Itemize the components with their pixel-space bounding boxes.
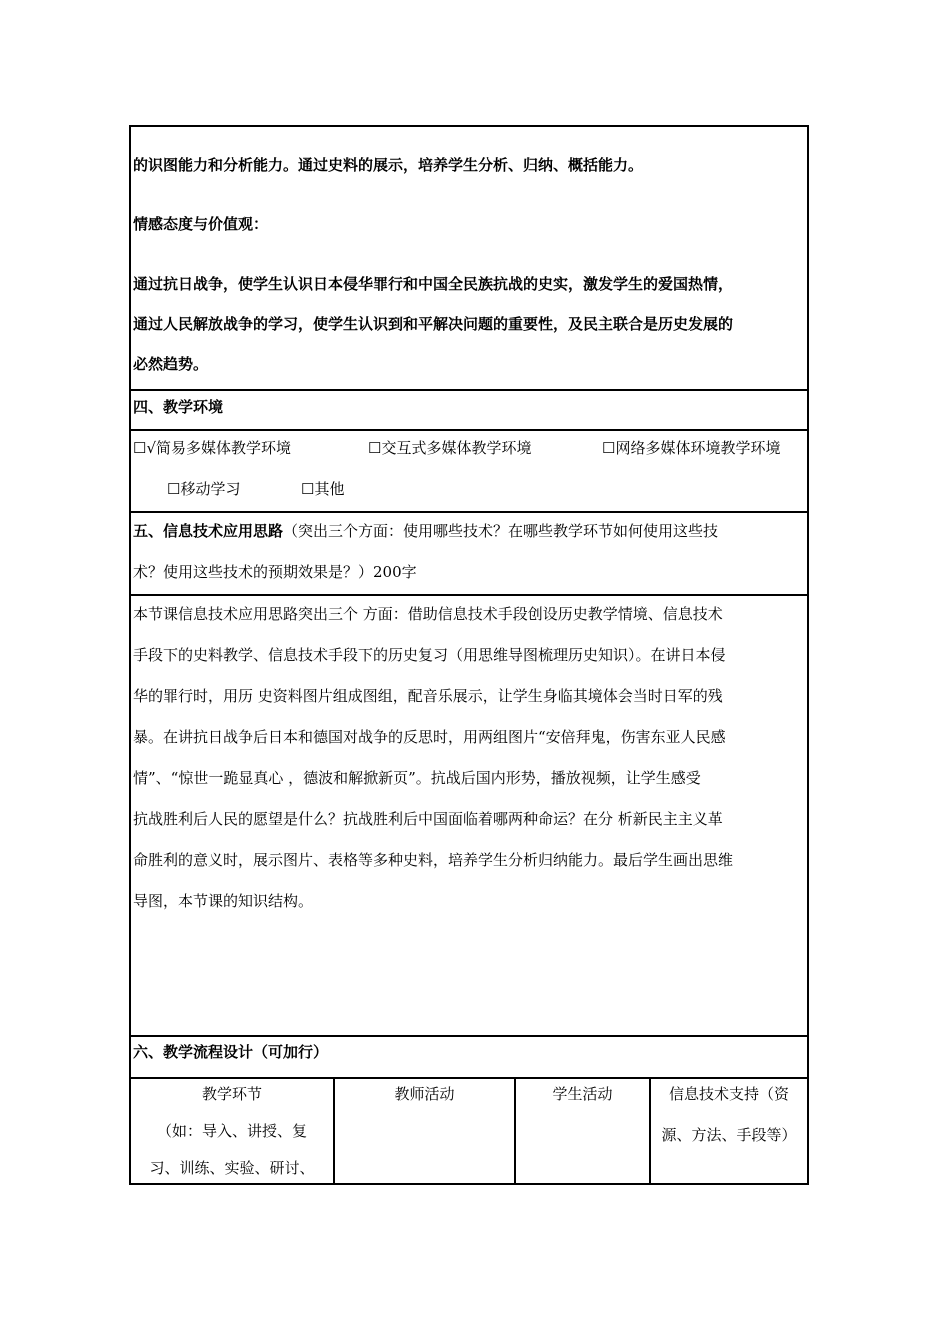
objectives-text-line: 的识图能力和分析能力。通过史料的展示，培养学生分析、归纳、概括能力。 xyxy=(133,156,644,174)
env-option-network-multimedia[interactable]: ☐网络多媒体环境教学环境 xyxy=(602,439,781,457)
row-divider xyxy=(131,1035,807,1037)
it-heading: 五、信息技术应用思路 xyxy=(133,522,284,540)
it-body-line: 命胜利的意义时，展示图片、表格等多种史料，培养学生分析归纳能力。最后学生画出思维 xyxy=(133,851,734,869)
emotion-text-line: 通过人民解放战争的学习，使学生认识到和平解决问题的重要性，及民主联合是历史发展的 xyxy=(133,315,734,333)
row-divider xyxy=(131,594,807,596)
row-divider xyxy=(131,429,807,431)
flow-col-it-support-header: 信息技术支持（资 xyxy=(668,1085,789,1103)
it-heading-note-line: 术？使用这些技术的预期效果是？）200字 xyxy=(133,563,417,581)
env-option-mobile-learning[interactable]: ☐移动学习 xyxy=(167,480,241,498)
env-option-simple-multimedia[interactable]: ☐√简易多媒体教学环境 xyxy=(133,439,292,457)
row-divider xyxy=(131,511,807,513)
row-divider xyxy=(131,1077,807,1079)
it-body-line: 本节课信息技术应用思路突出三个 方面：借助信息技术手段创设历史教学情境、信息技术 xyxy=(133,605,723,623)
flow-col-stage-header: 教学环节 xyxy=(201,1085,262,1103)
flow-col-teacher-header: 教师活动 xyxy=(394,1085,455,1103)
it-heading-line xyxy=(133,521,718,541)
env-option-interactive-multimedia[interactable]: ☐交互式多媒体教学环境 xyxy=(368,439,532,457)
flow-heading: 六、教学流程设计（可加行） xyxy=(133,1043,329,1061)
emotion-text-line: 必然趋势。 xyxy=(133,355,209,373)
it-body-line: 手段下的史料教学、信息技术手段下的历史复习（用思维导图梳理历史知识）。在讲日本侵 xyxy=(133,646,726,664)
env-heading: 四、教学环境 xyxy=(133,398,224,416)
it-body-line: 华的罪行时，用历 史资料图片组成图组，配音乐展示，让学生身临其境体会当时日军的残 xyxy=(133,687,723,705)
emotion-heading: 情感态度与价值观： xyxy=(133,215,269,233)
flow-col-stage-note: 习、训练、实验、研讨、 xyxy=(149,1159,315,1177)
row-divider xyxy=(131,389,807,391)
it-heading-note: （突出三个方面：使用哪些技术？在哪些教学环节如何使用这些技 xyxy=(283,522,719,540)
emotion-text-line: 通过抗日战争，使学生认识日本侵华罪行和中国全民族抗战的史实，激发学生的爱国热情， xyxy=(133,275,734,293)
flow-col-it-support-note: 源、方法、手段等） xyxy=(661,1126,797,1144)
env-option-other[interactable]: ☐其他 xyxy=(301,480,345,498)
it-body-line: 情”、“惊世一跪显真心 ，德波和解掀新页”。抗战后国内形势，播放视频，让学生感受 xyxy=(133,769,701,787)
flow-col-stage-note: （如：导入、讲授、复 xyxy=(156,1122,307,1140)
it-body-line: 抗战胜利后人民的愿望是什么？抗战胜利后中国面临着哪两种命运？在分 析新民主主义革 xyxy=(133,810,723,828)
flow-col-student-header: 学生活动 xyxy=(552,1085,613,1103)
lesson-plan-table xyxy=(129,125,809,1185)
it-body-line: 暴。在讲抗日战争后日本和德国对战争的反思时，用两组图片“安倍拜鬼，伤害东亚人民感 xyxy=(133,728,726,746)
it-body-line: 导图，本节课的知识结构。 xyxy=(133,892,314,910)
